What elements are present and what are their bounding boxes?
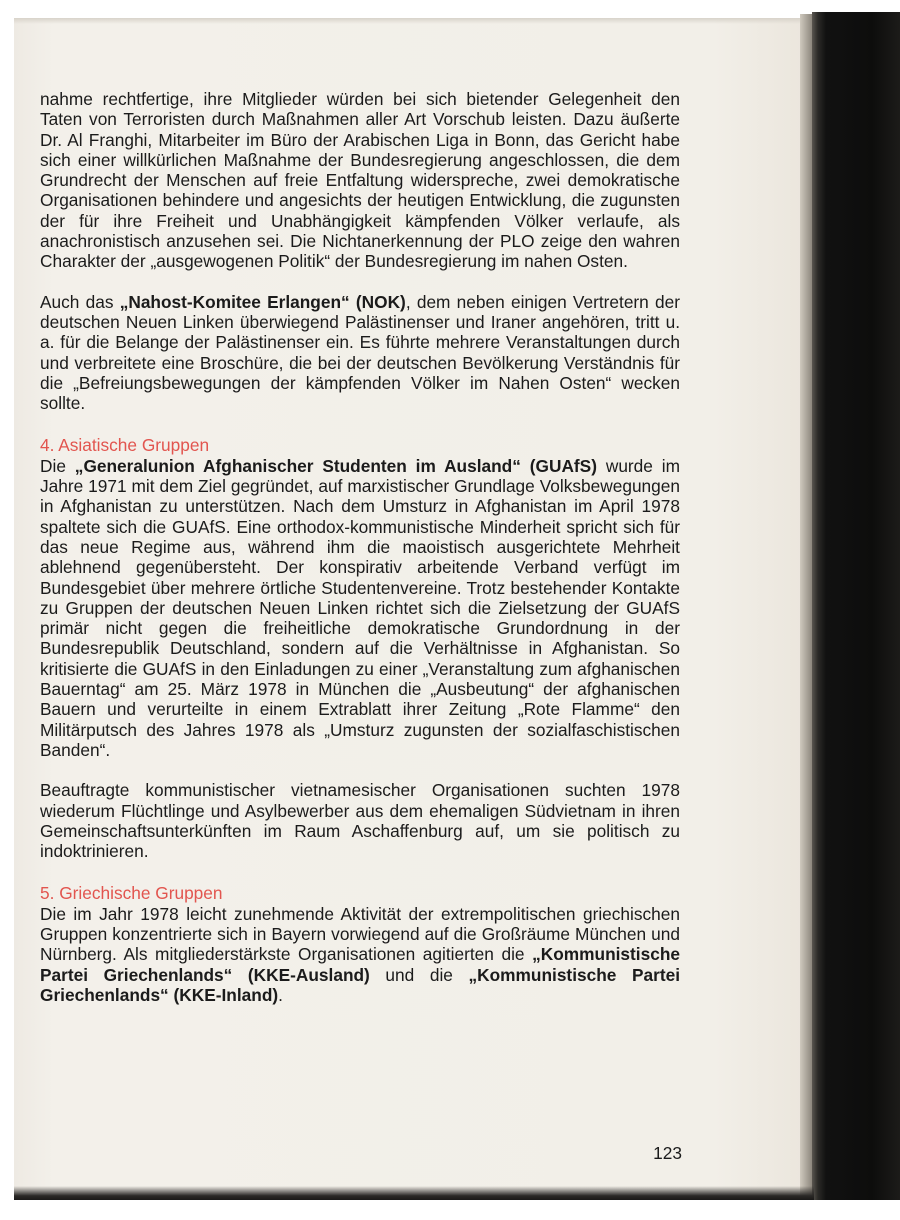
paragraph-vietnamese-groups: Beauftragte kommunistischer vietnamesischer Organisationen suchten 1978 wiederum Flüchtlinge und Asylbewerber aus dem ehemaligen Südvietnam in ihren Gemeinschaftsunterkünften im Raum Aschaffenburg auf, um sie politisch zu indoktrinieren. <box>40 780 680 862</box>
text-run: . <box>278 984 283 1005</box>
org-name-guafs: „Generalunion Afghanischer Studenten im Ausland“ <box>74 455 521 476</box>
org-name-kke-inland: „Kommunistische Partei Griechenlands“ (KKE-Inland) <box>40 964 680 1005</box>
org-abbrev-nok: (NOK) <box>355 291 406 312</box>
paragraph-greek-groups <box>40 904 680 1005</box>
section-heading-greek-groups: 5. Griechische Gruppen <box>40 883 223 904</box>
paragraph-palestinian-groups: nahme rechtfertige, ihre Mitglieder würden bei sich bietender Gelegenheit den Taten von Terroristen durch Maßnahmen aller Art Vorschub leisten. Dazu äußerte Dr. Al Franghi, Mitarbeiter im Büro der Arabischen Liga in Bonn, das Gericht habe sich einer willkürlichen Maßnahme der Bundesregierung angeschlossen, die dem Grundrecht der Menschen auf freie Entfaltung widerspreche, zwei demokratische Organisationen behindere und angesichts der heutigen Entwicklung, die zugunsten der für ihre Freiheit und Unabhängigkeit kämpfenden Völker verlaufe, als anachronistisch anzusehen sei. Die Nichtanerkennung der PLO zeige den wahren Charakter der „ausgewogenen Politik“ der Bundesregierung im nahen Osten. <box>40 89 680 272</box>
scan-margin <box>0 1200 900 1220</box>
book-edge-shadow <box>812 12 900 1220</box>
page-number: 123 <box>653 1143 682 1163</box>
text-run: wurde im Jahre 1971 mit dem Ziel gegründet, auf marxistischer Grundlage Volksbewegungen in Afghanistan zu unterstützen. Nach dem Umsturz in Afghanistan im April 1978 spaltete sich die GUAfS. Eine orthodox-kommunistische Minderheit spricht sich für das neue Regime aus, während ihm die maoistisch ausgerichtete Mehrheit ablehnend gegenübersteht. Der konspirativ arbeitende Verband verfügt im Bundesgebiet über mehrere örtliche Studentenvereine. Trotz bestehender Kontakte zu Gruppen der deutschen Neuen Linken richtet sich die Zielsetzung der GUAfS primär nicht gegen die freiheitliche demokratische Grundordnung in der Bundesrepublik Deutschland, sondern auf die Verhältnisse in Afghanistan. So kritisierte die GUAfS in den Einladungen zu einer „Veranstaltung zum afghanischen Bauerntag“ am 25. März 1978 in München die „Ausbeutung“ der afghanischen Bauern und verurteilte in einem Extrablatt ihrer Zeitung „Rote Flamme“ den Militärputsch des Jahres 1978 als „Umsturz zugunsten der sozialfaschistischen Banden“. <box>40 455 680 760</box>
text-run: Die <box>40 455 75 476</box>
bottom-edge-shadow <box>14 1186 814 1200</box>
text-run: und die <box>369 964 469 985</box>
org-name-kke-ausland: „Kommunistische Partei Griechenlands“ (KKE-Ausland) <box>40 944 680 985</box>
text-run: , dem neben einigen Vertretern der deutschen Neuen Linken überwiegend Palästinenser und Iraner angehören, tritt u. a. für die Belange der Palästinenser ein. Es führte mehrere Veranstaltungen durch und verbreitete eine Broschüre, die bei der deutschen Bevölkerung Verständnis für die „Befreiungsbewegungen der kämpfenden Völker im Nahen Osten“ wecken sollte. <box>40 291 680 414</box>
paragraph-nahost-komitee <box>40 292 680 414</box>
text-run <box>521 456 530 476</box>
section-heading-asian-groups: 4. Asiatische Gruppen <box>40 435 210 456</box>
body-text <box>40 89 680 1025</box>
text-run: Die im Jahr 1978 leicht zunehmende Aktivität der extrempolitischen griechischen Gruppen konzentrierte sich in Bayern vorwiegend auf die Großräume München und Nürnberg. Als mitgliederstärkste Organisationen agitierten die <box>40 903 680 965</box>
page-edge-highlight <box>800 14 812 1210</box>
text-run: Auch das <box>40 291 120 312</box>
org-name-nok: „Nahost-Komitee Erlangen“ <box>119 291 350 312</box>
paragraph-guafs <box>40 456 680 760</box>
paper-top-shadow <box>14 18 814 24</box>
org-abbrev-guafs: (GUAfS) <box>529 455 597 476</box>
